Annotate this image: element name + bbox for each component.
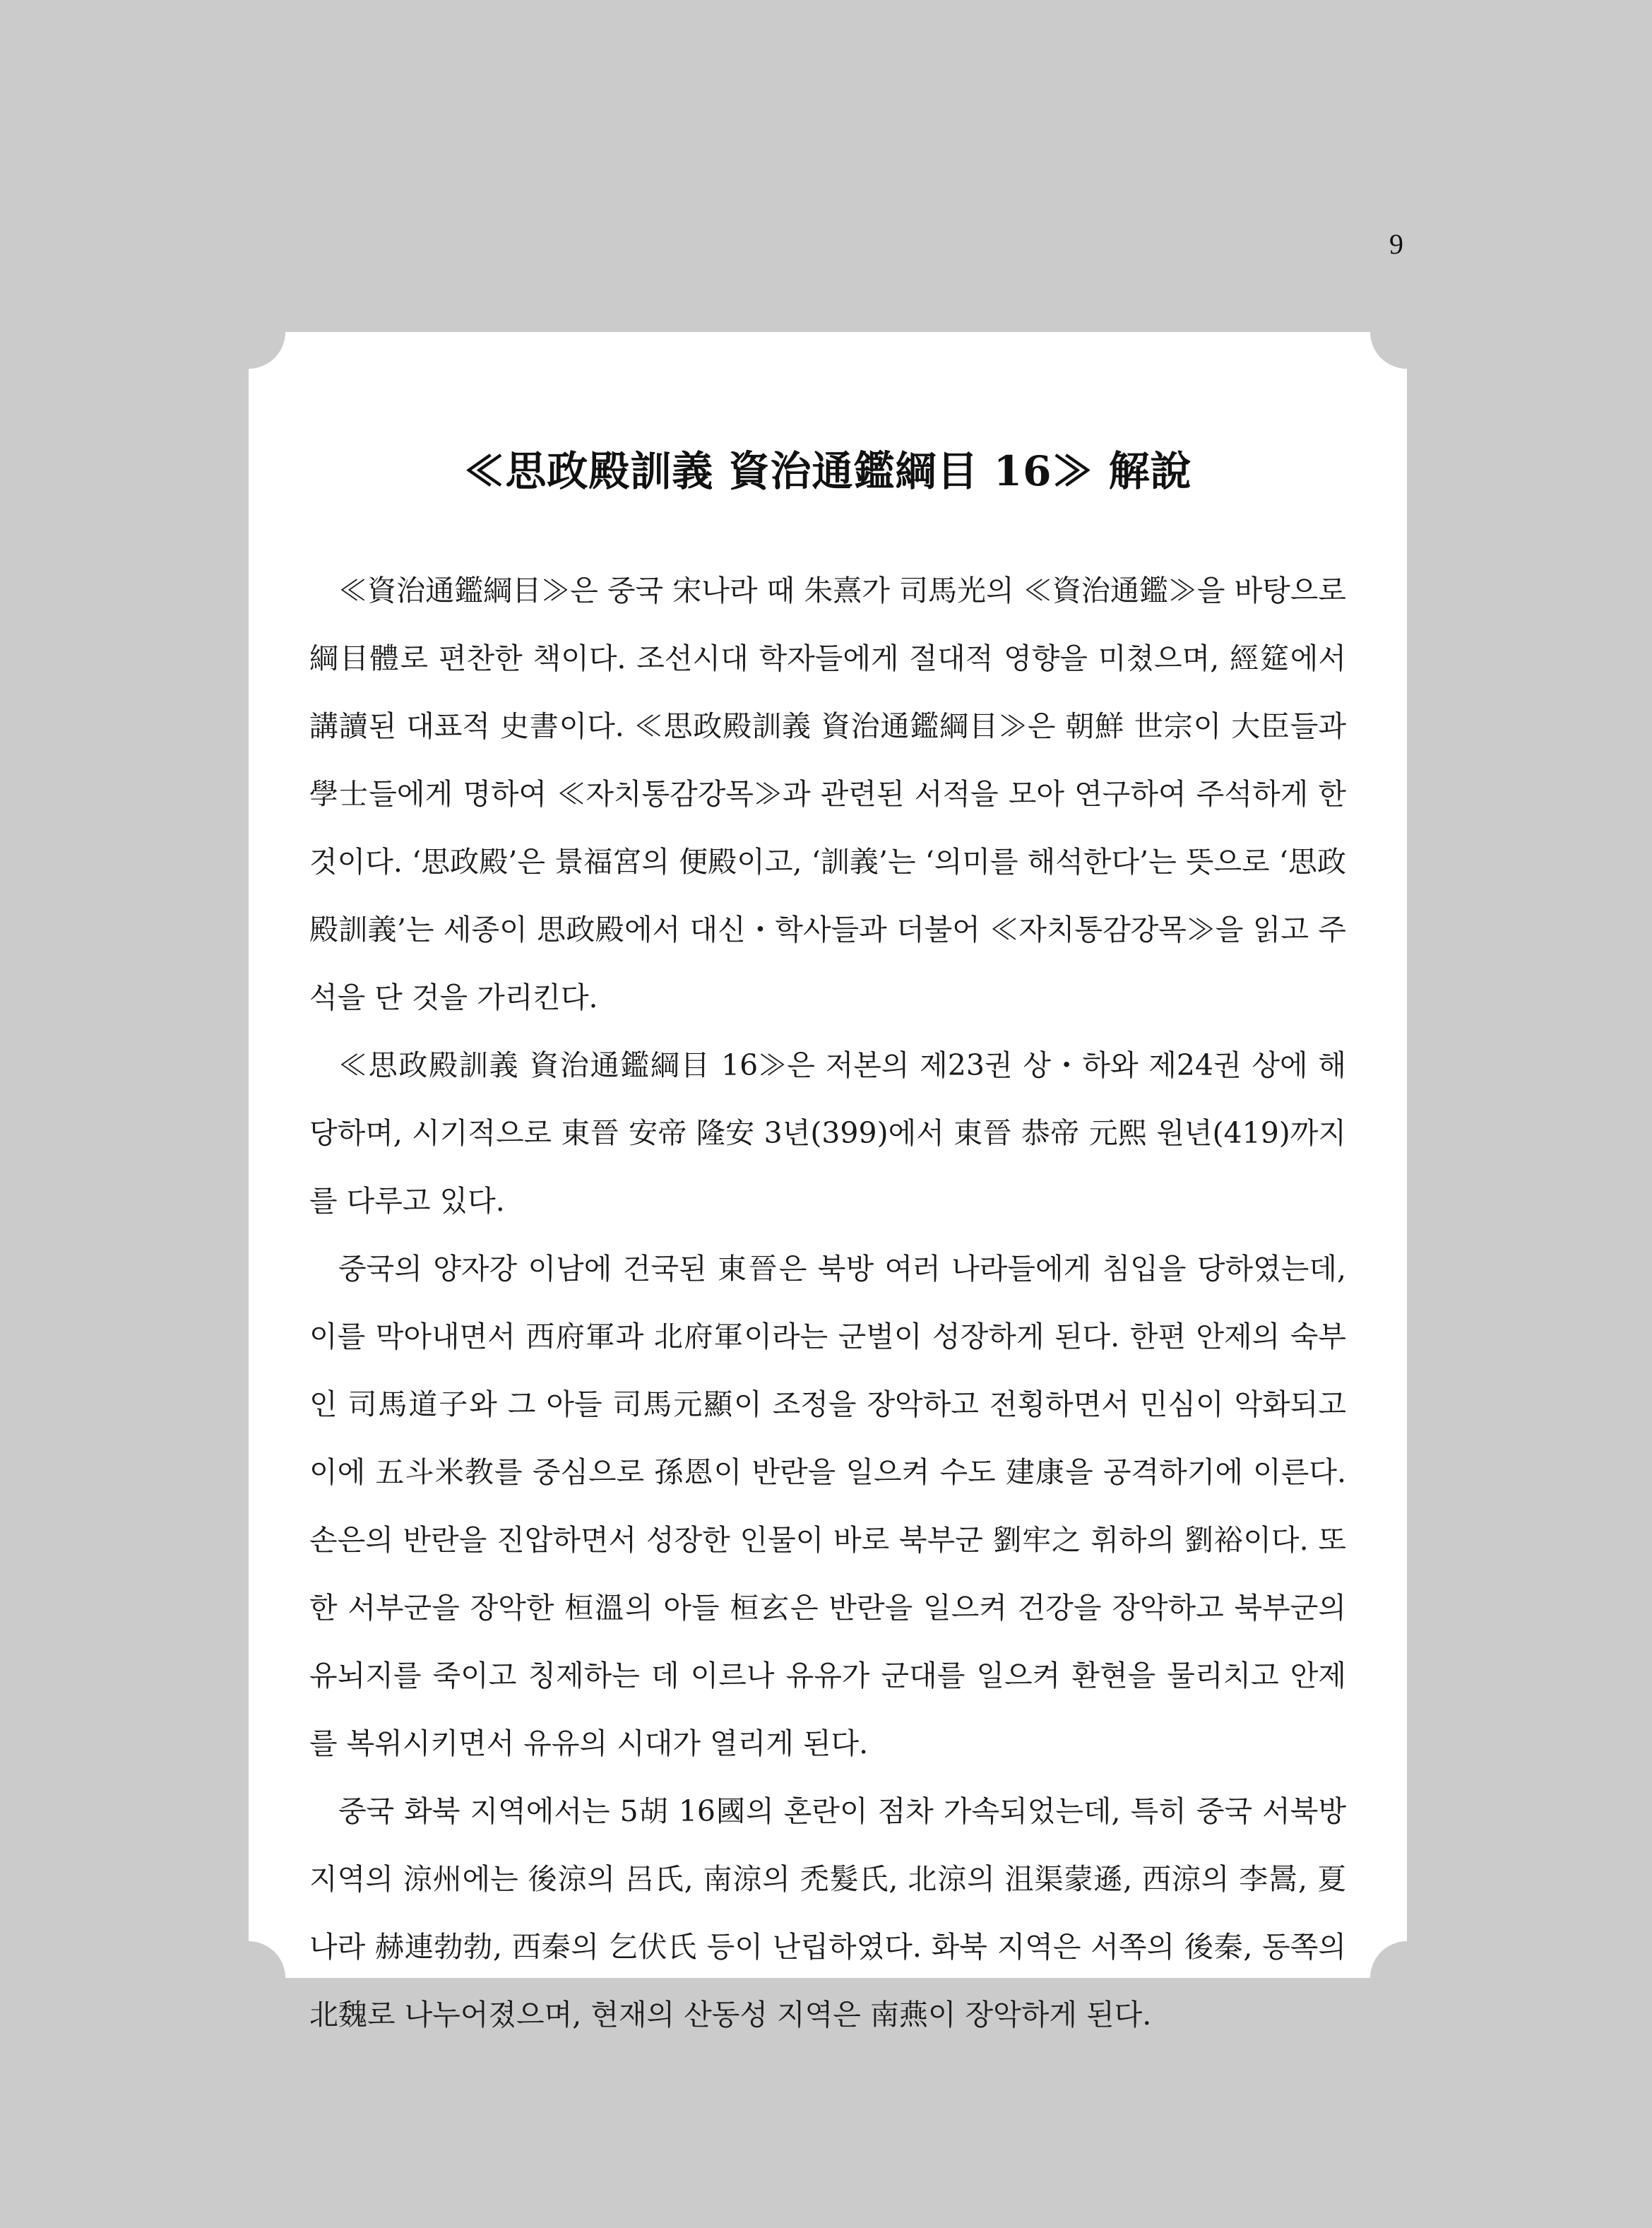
frame-corner-notch bbox=[212, 1941, 285, 2015]
paragraph: ≪資治通鑑綱目≫은 중국 宋나라 때 朱熹가 司馬光의 ≪資治通鑑≫을 바탕으로 綱目體로 편찬한 책이다. 조선시대 학자들에게 절대적 영향을 미쳤으며, 經筵에서 講讀된 대표적 史書이다. ≪思政殿訓義 資治通鑑綱目≫은 朝鮮 世宗이 大臣들과 學士들에게 명하여 ≪자치통감강목≫과 관련된 서적을 모아 연구하여 주석하게 한 것이다. ‘思政殿’은 景福宮의 便殿이고, ‘訓義’는 ‘의미를 해석한다’는 뜻으로 ‘思政殿訓義’는 세종이 思政殿에서 대신・학사들과 더불어 ≪자치통감강목≫을 읽고 주석을 단 것을 가리킨다. bbox=[309, 574, 1346, 1014]
document-title: ≪思政殿訓義 資治通鑑綱目 16≫ 解說 bbox=[463, 447, 1192, 495]
frame-corner-notch bbox=[1370, 1941, 1444, 2015]
content-frame bbox=[249, 332, 1407, 2032]
paragraph: ≪思政殿訓義 資治通鑑綱目 16≫은 저본의 제23권 상・하와 제24권 상에 해당하며, 시기적으로 東晉 安帝 隆安 3년(399)에서 東晉 恭帝 元熙 원년(419)까지를 다루고 있다. bbox=[309, 1048, 1346, 1218]
document-body bbox=[309, 557, 1346, 2049]
frame-corner-notch bbox=[1370, 295, 1444, 369]
page-number: 9 bbox=[1389, 228, 1403, 260]
frame-corner-notch bbox=[212, 295, 285, 369]
paragraph: 중국의 양자강 이남에 건국된 東晉은 북방 여러 나라들에게 침입을 당하였는데, 이를 막아내면서 西府軍과 北府軍이라는 군벌이 성장하게 된다. 한편 안제의 숙부인 司馬道子와 그 아들 司馬元顯이 조정을 장악하고 전횡하면서 민심이 악화되고 이에 五斗米教를 중심으로 孫恩이 반란을 일으켜 수도 建康을 공격하기에 이른다. 손은의 반란을 진압하면서 성장한 인물이 바로 북부군 劉牢之 휘하의 劉裕이다. 또한 서부군을 장악한 桓溫의 아들 桓玄은 반란을 일으켜 건강을 장악하고 북부군의 유뇌지를 죽이고 칭제하는 데 이르나 유유가 군대를 일으켜 환현을 물리치고 안제를 복위시키면서 유유의 시대가 열리게 된다. bbox=[309, 1252, 1346, 1760]
paragraph: 중국 화북 지역에서는 5胡 16國의 혼란이 점차 가속되었는데, 특히 중국 서북방 지역의 涼州에는 後涼의 呂氏, 南涼의 禿髮氏, 北涼의 沮渠蒙遜, 西涼의 李暠, 夏나라 赫連勃勃, 西秦의 乞伏氏 등이 난립하였다. 화북 지역은 서쪽의 後秦, 동쪽의 北魏로 나누어졌으며, 현재의 산동성 지역은 南燕이 장악하게 된다. bbox=[309, 1794, 1346, 2032]
